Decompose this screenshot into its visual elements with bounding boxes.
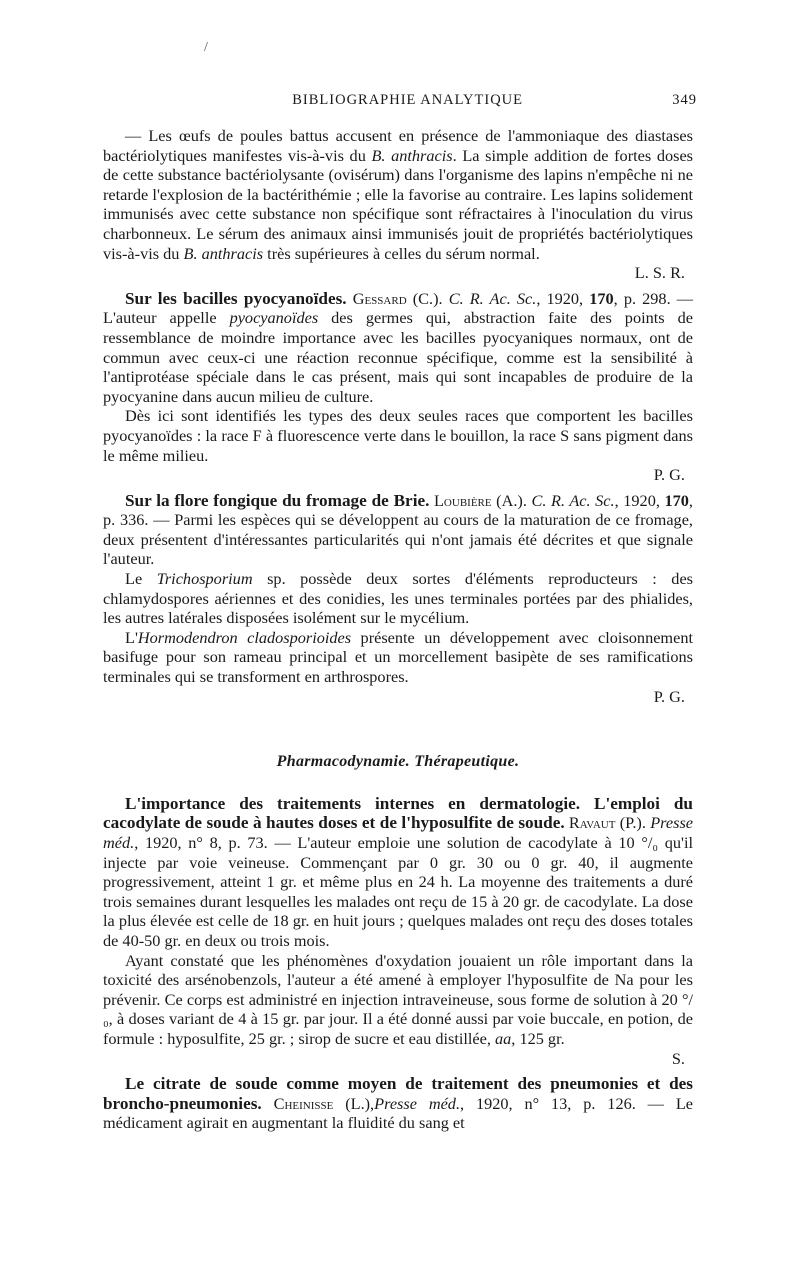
section-heading: Pharmacodynamie. Thérapeutique. (276, 753, 520, 771)
article-brie-p3: L'Hormodendron cladosporioides présente un développement avec cloisonnement basifuge pour son rameau principal et un morcellement basipète de ses ramifications terminales qui se transforment en arthrospores. (103, 627, 693, 687)
article-citrate: Le citrate de soude comme moyen de traitement des pneumonies et des broncho-pneumonies. Cheinisse (L.),Presse méd., 1920, n° 13, p. 126. — Le médicament agirait en augmentant la fluidité du sang et (103, 1074, 693, 1133)
journal-name: Presse méd. (103, 813, 694, 852)
running-title: BIBLIOGRAPHIE ANALYTIQUE (292, 92, 524, 108)
article-author: Ravaut (P.). (568, 813, 646, 833)
running-header (103, 92, 697, 109)
article-title: Sur les bacilles pyocyanoïdes. (125, 288, 347, 308)
signature-lsr: L. S. R. (634, 263, 685, 283)
journal-name: C. R. Ac. Sc. (448, 288, 537, 308)
article-title: Sur la flore fongique du fromage de Brie. (125, 490, 430, 510)
article-title: Le citrate de soude comme moyen de traitement des pneumonies et des broncho-pneumonies. (103, 1074, 693, 1113)
journal-name: Presse méd. (374, 1093, 461, 1113)
signature-pg: P. G. (653, 686, 685, 706)
signature-s: S. (671, 1048, 685, 1068)
article-author: Gessard (C.). (352, 288, 443, 308)
article-title: L'importance des traitements internes en dermatologie. L'emploi du cacodylate de soude à hautes doses et de l'hyposulfite de soude. (103, 793, 693, 833)
article-dermatologie-p2: Ayant constaté que les phénomènes d'oxydation jouaient un rôle important dans la toxicité des arsénobenzols, l'auteur a été amené à employer l'hyposulfite de Na pour les prévenir. Ce corps est administré en injection intraveineuse, sous forme de solution à 20 °/₀, à doses variant de 4 à 15 gr. par jour. Il a été donné aussi par voie buccale, en potion, de formule : hyposulfite, 25 gr. ; sirop de sucre et eau distillée, aa, 125 gr. (103, 950, 693, 1048)
journal-name: C. R. Ac. Sc. (531, 490, 615, 510)
abstract-continuation: — Les œufs de poules battus accusent en présence de l'ammoniaque des diastases bactériolytiques manifestes vis-à-vis du B. anthracis. La simple addition de fortes doses de cette substance bactériolysante (ovisérum) dans l'organisme des lapins n'empêche ni ne retarde l'explosion de la bactérithémie ; elle la favorise au contraire. Les lapins solidement immunisés avec cette substance non spécifique sont réfractaires à l'inoculation du virus charbonneux. Le sérum des animaux ainsi immunisés jouit de propriétés bactériolytiques vis-à-vis du B. anthracis très supérieures à celles du sérum normal. (103, 126, 694, 263)
page-number: 349 (672, 92, 697, 108)
article-author: Cheinisse (L.), (273, 1093, 375, 1113)
article-brie: Sur la flore fongique du fromage de Brie. Loubière (A.). C. R. Ac. Sc., 1920, 170, p. 336. — Parmi les espèces qui se développent au cours de la maturation de ce fromage, deux présentent d'intéressantes particularités qui n'ont jamais été décrites et que signale l'auteur. (103, 490, 693, 569)
article-pyocyanoides-p2: Dès ici sont identifiés les types des deux seules races que comportent les bacilles pyocyanoïdes : la race F à fluorescence verte dans le bouillon, la race S sans pigment dans le même milieu. (103, 406, 693, 465)
signature-pg: P. G. (653, 465, 685, 485)
page-body (103, 126, 693, 1133)
article-pyocyanoides: Sur les bacilles pyocyanoïdes. Gessard (C.). C. R. Ac. Sc., 1920, 170, p. 298. — L'auteur appelle pyocyanoïdes des germes qui, abstraction faite des points de ressemblance de moindre importance avec les bacilles pyocyaniques normaux, ont de commun avec ceux-ci une réaction reconnue spécifique, comme est la sensibilité à l'antiprotéase spéciale dans le cas présent, mais qui sont incapables de produire de la pyocyanine dans aucun milieu de culture. (103, 288, 694, 406)
article-author: Loubière (A.). (433, 490, 527, 510)
article-brie-p2: Le Trichosporium sp. possède deux sortes d'éléments reproducteurs : des chlamydospores aériennes et des conidies, les unes terminales portées par des phialides, les autres latérales disposées isolément sur le mycélium. (103, 569, 694, 628)
stray-ink-mark: / (204, 40, 208, 55)
article-dermatologie: L'importance des traitements internes en dermatologie. L'emploi du cacodylate de soude à hautes doses et de l'hyposulfite de soude. Ravaut (P.). Presse méd., 1920, n° 8, p. 73. — L'auteur emploie une solution de cacodylate à 10 °/₀ qu'il injecte par voie veineuse. Commençant par 0 gr. 30 ou 0 gr. 40, il augmente progressivement, atteint 1 gr. et même plus en 24 h. La moyenne des traitements a duré trois semaines durant lesquelles les malades ont reçu de 15 à 20 gr. de cacodylate. La dose la plus élevée est celle de 18 gr. en huit jours ; quelques malades ont reçu des doses totales de 40-50 gr. en deux ou trois mois. (103, 793, 694, 950)
